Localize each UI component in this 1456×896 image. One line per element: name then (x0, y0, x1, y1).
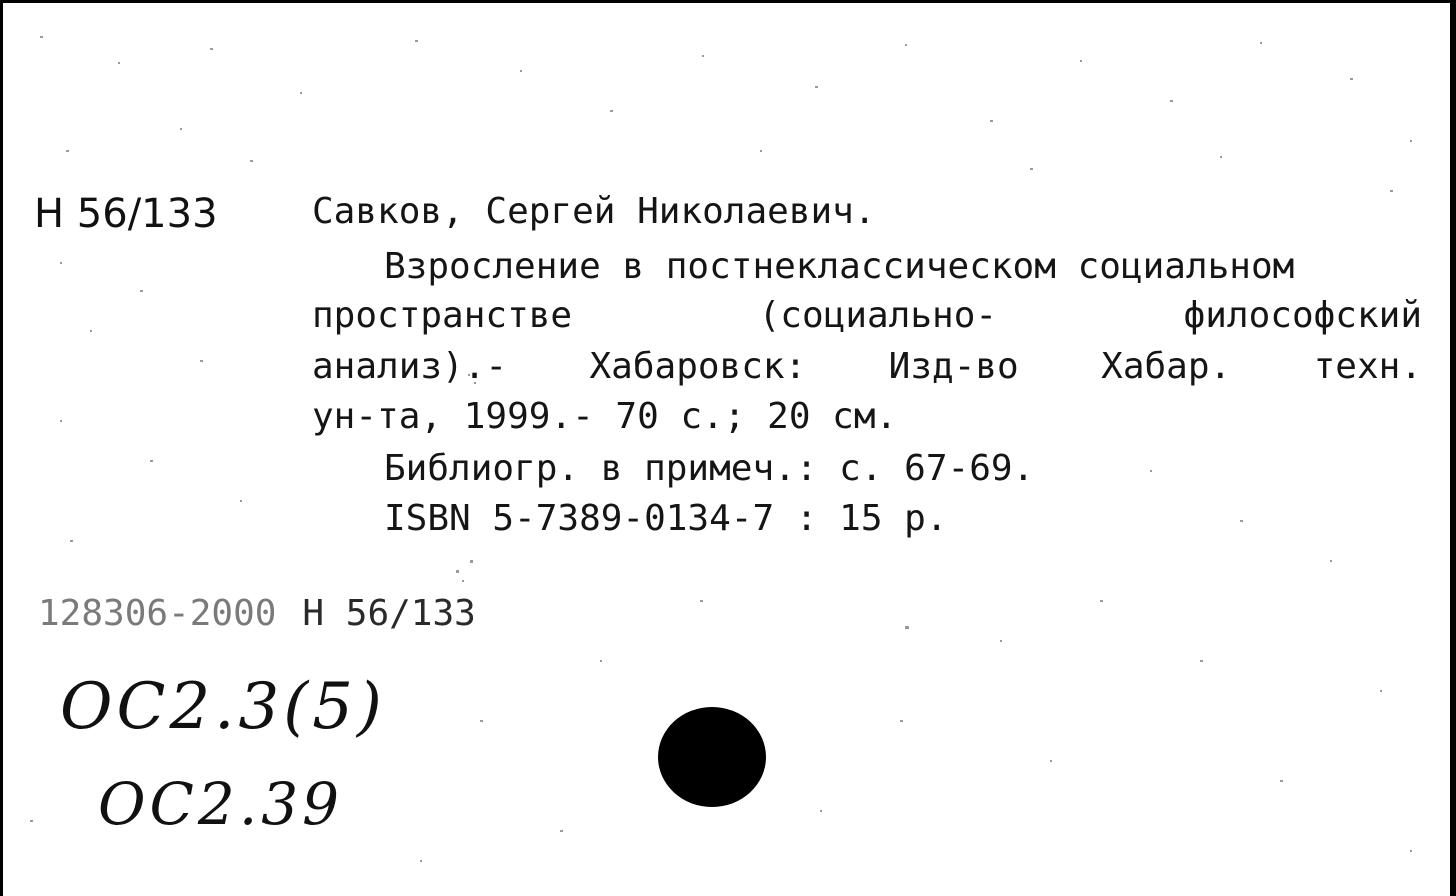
shelfmark: Н 56/133 (34, 191, 218, 237)
handwritten-class-code-2: ОС2.39 (98, 770, 344, 838)
stamp-shelfmark: Н 56/133 (302, 593, 476, 634)
bibliography-note: Библиогр. в примеч.: с. 67-69. (384, 448, 1035, 489)
punch-hole (658, 707, 766, 807)
handwritten-class-code-1: ОС2.3(5) (60, 670, 386, 744)
accession-number: 128306-2000 (38, 593, 277, 634)
physical-description-line: ун-та, 1999.- 70 с.; 20 см. (312, 396, 898, 437)
title-line-2: пространстве (социально- философский (312, 295, 1422, 336)
publication-line: анализ).- Хабаровск: Изд-во Хабар. техн. (312, 346, 1422, 387)
author-line: Савков, Сергей Николаевич. (312, 191, 876, 232)
isbn-line: ISBN 5-7389-0134-7 : 15 р. (384, 498, 948, 539)
accession-stamp (38, 593, 476, 634)
title-line-1: Взросление в постнеклассическом социальном (384, 246, 1295, 287)
